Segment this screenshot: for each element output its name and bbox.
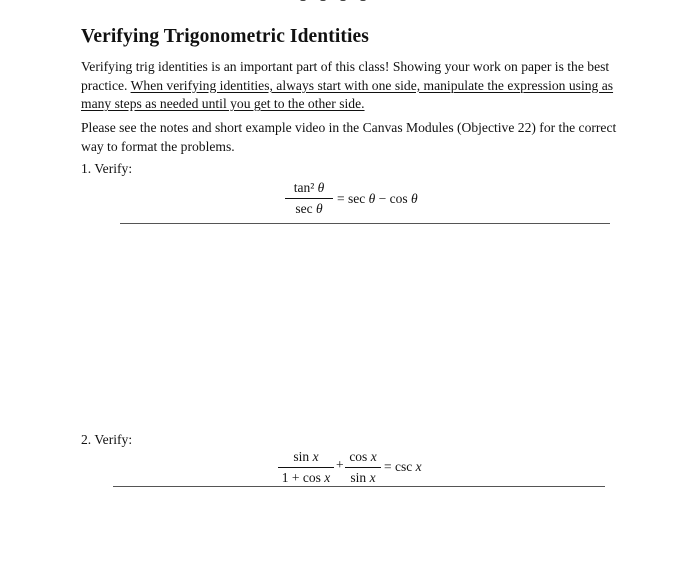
problem-2-equation bbox=[278, 449, 478, 487]
problem-2-label: 2. Verify: bbox=[81, 432, 133, 447]
problem-2-fraction-1-numerator: sin x bbox=[293, 449, 319, 464]
problem-1-numerator: tan² θ bbox=[293, 180, 325, 195]
problem-2-fraction-2-numerator: cos x bbox=[349, 449, 377, 464]
problem-1-equation bbox=[280, 180, 480, 220]
notes-paragraph: Please see the notes and short example video in the Canvas Modules (Objective 22) for the correct way to format the problems. bbox=[81, 120, 617, 154]
intro-underlined-instruction: When verifying identities, always start with one side, manipulate the expression using as many steps as needed until you get to the other side. bbox=[81, 77, 614, 111]
problem-1-label: 1. Verify: bbox=[81, 161, 133, 176]
page-title: Verifying Trigonometric Identities bbox=[81, 26, 369, 47]
problem-1-fraction bbox=[285, 180, 333, 217]
intro-paragraph bbox=[81, 58, 626, 114]
intro-text: Verifying trig identities is an important part of this class! Showing your work on paper is the best practice. bbox=[81, 59, 610, 93]
problem-2-plus-operator: + bbox=[336, 457, 344, 472]
problem-2-rhs: = csc x bbox=[384, 459, 422, 474]
problem-1-rhs: = sec θ − cos θ bbox=[337, 191, 418, 206]
problem-2-fraction-2 bbox=[345, 449, 381, 486]
problem-1-divider bbox=[120, 223, 610, 224]
problem-2-fraction-2-denominator: sin x bbox=[350, 470, 376, 485]
problem-2-fraction-1-denominator: 1 + cos x bbox=[281, 470, 331, 485]
problem-2-divider bbox=[113, 486, 605, 487]
problem-1-denominator: sec θ bbox=[295, 201, 323, 216]
problem-2-fraction-1 bbox=[278, 449, 334, 486]
cropped-header-fragment bbox=[300, 0, 410, 4]
